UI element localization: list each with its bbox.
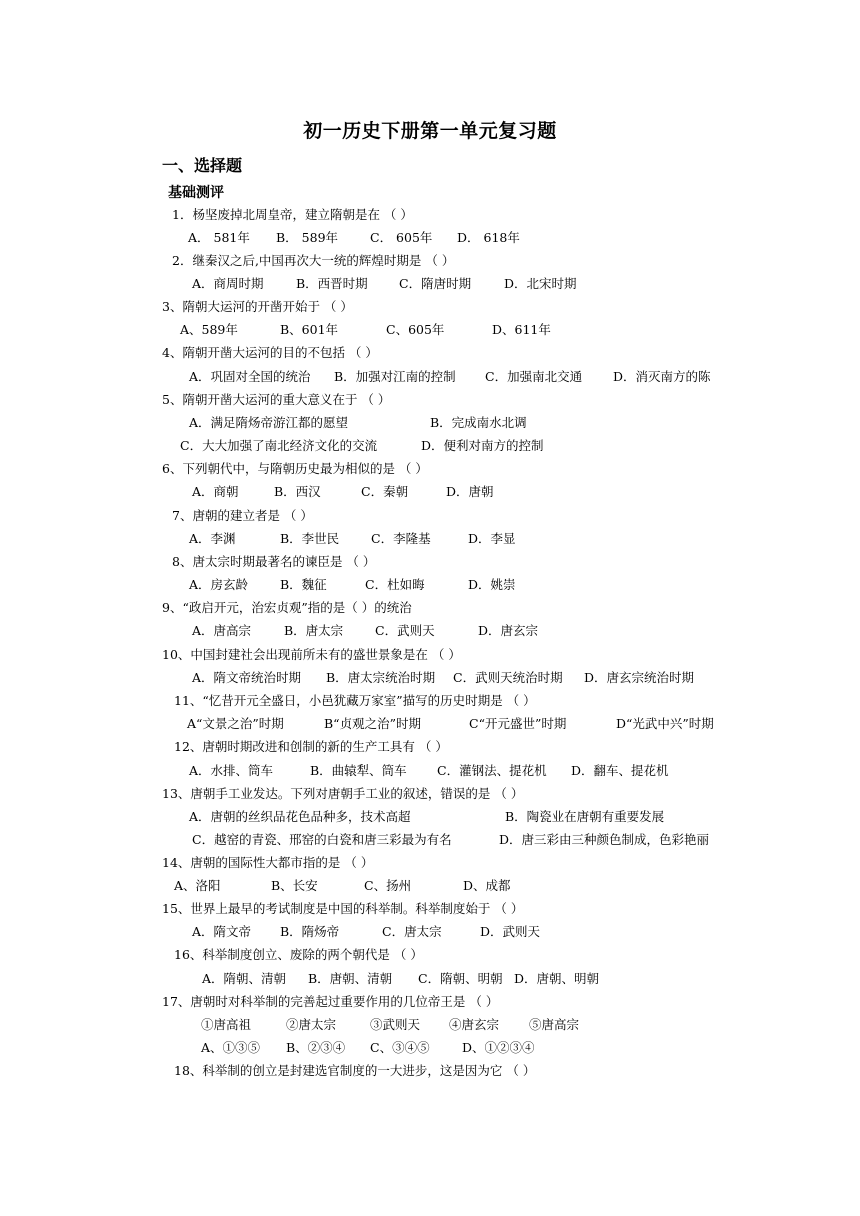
option-d: D、成都	[463, 878, 511, 893]
question-3: 3、隋朝大运河的开凿开始于 （ ）	[162, 299, 353, 314]
question-1: 1．杨坚废掉北周皇帝，建立隋朝是在 （ ）	[172, 207, 413, 222]
option-b: B．隋炀帝	[280, 924, 340, 939]
option-b: B．陶瓷业在唐朝有重要发展	[505, 809, 665, 824]
question-14: 14、唐朝的国际性大都市指的是 （ ）	[162, 855, 374, 870]
option-d: D、①②③④	[462, 1040, 535, 1055]
option-b: B．完成南水北调	[430, 415, 527, 430]
option-d: D．消灭南方的陈	[613, 369, 711, 384]
option-c: C．秦朝	[361, 484, 409, 499]
option-d: D、611年	[492, 322, 551, 337]
question-12: 12、唐朝时期改进和创制的新的生产工具有 （ ）	[174, 739, 448, 754]
option-a: A．巩固对全国的统治	[189, 369, 311, 384]
option-d: D“光武中兴”时期	[616, 716, 714, 731]
option-c: C．加强南北交通	[485, 369, 583, 384]
item-2: ②唐太宗	[286, 1017, 337, 1032]
question-16: 16、科举制度创立、废除的两个朝代是 （ ）	[174, 947, 423, 962]
option-a: A．水排、筒车	[189, 763, 274, 778]
item-1: ①唐高祖	[201, 1017, 252, 1032]
option-a: A．满足隋炀帝游江都的愿望	[189, 415, 349, 430]
option-b: B．李世民	[280, 531, 340, 546]
option-d: D．武则天	[480, 924, 541, 939]
option-b: B、长安	[271, 878, 318, 893]
option-a: A．唐朝的丝织品花色品种多，技术高超	[189, 809, 411, 824]
option-a: A、①③⑤	[201, 1040, 261, 1055]
question-6: 6、下列朝代中，与隋朝历史最为相似的是 （ ）	[162, 461, 428, 476]
option-c: C．杜如晦	[365, 577, 425, 592]
subsection-heading: 基础测评	[168, 185, 224, 201]
option-c: C．武则天	[375, 623, 435, 638]
item-4: ④唐玄宗	[449, 1017, 500, 1032]
option-d: D．便利对南方的控制	[421, 438, 544, 453]
option-b: B． 589年	[276, 230, 339, 245]
option-a: A“文景之治”时期	[187, 716, 284, 731]
option-b: B．曲辕犁、筒车	[310, 763, 407, 778]
option-b: B“贞观之治”时期	[324, 716, 421, 731]
option-b: B．加强对江南的控制	[334, 369, 456, 384]
option-a: A．隋文帝	[192, 924, 252, 939]
option-a: A、洛阳	[174, 878, 221, 893]
option-a: A．商朝	[192, 484, 239, 499]
option-c: C．李隆基	[371, 531, 431, 546]
option-a: A．唐高宗	[192, 623, 252, 638]
question-4: 4、隋朝开凿大运河的目的不包括 （ ）	[162, 345, 378, 360]
item-3: ③武则天	[370, 1017, 421, 1032]
option-c: C．武则天统治时期	[453, 670, 563, 685]
option-c: C、扬州	[364, 878, 412, 893]
option-d: D．唐朝、明朝	[514, 971, 600, 986]
option-d: D．李显	[468, 531, 516, 546]
option-b: B．魏征	[280, 577, 327, 592]
option-d: D．唐朝	[446, 484, 494, 499]
option-d: D．姚崇	[468, 577, 516, 592]
option-c: C．大大加强了南北经济文化的交流	[180, 438, 378, 453]
option-d: D．唐三彩由三种颜色制成，色彩艳丽	[499, 832, 710, 847]
option-c: C．越窑的青瓷、邢窑的白瓷和唐三彩最为有名	[192, 832, 452, 847]
option-c: C．隋唐时期	[399, 276, 472, 291]
question-11: 11、“忆昔开元全盛日，小邑犹藏万家室”描写的历史时期是 （ ）	[174, 693, 536, 708]
question-15: 15、世界上最早的考试制度是中国的科举制。科举制度始于 （ ）	[162, 901, 524, 916]
option-a: A．隋文帝统治时期	[192, 670, 302, 685]
option-a: A．李渊	[189, 531, 236, 546]
option-a: A、589年	[180, 322, 238, 337]
question-5: 5、隋朝开凿大运河的重大意义在于 （ ）	[162, 392, 391, 407]
option-c: C、③④⑤	[370, 1040, 430, 1055]
option-c: C．灌钢法、提花机	[437, 763, 547, 778]
page-title: 初一历史下册第一单元复习题	[303, 120, 557, 142]
option-b: B．西汉	[274, 484, 321, 499]
option-a: A．房玄龄	[189, 577, 249, 592]
option-c: C、605年	[386, 322, 445, 337]
option-c: C．隋朝、明朝	[418, 971, 503, 986]
option-a: A． 581年	[188, 230, 250, 245]
option-b: B、②③④	[286, 1040, 346, 1055]
item-5: ⑤唐高宗	[529, 1017, 580, 1032]
option-c: C． 605年	[370, 230, 433, 245]
option-b: B．唐太宗统治时期	[326, 670, 436, 685]
option-d: D．唐玄宗	[478, 623, 539, 638]
option-d: D．北宋时期	[504, 276, 577, 291]
question-8: 8、唐太宗时期最著名的谏臣是 （ ）	[172, 554, 376, 569]
question-2: 2．继秦汉之后,中国再次大一统的辉煌时期是 （ ）	[172, 253, 455, 268]
section-heading: 一、选择题	[162, 156, 243, 175]
option-d: D．翻车、提花机	[571, 763, 669, 778]
option-d: D．唐玄宗统治时期	[584, 670, 695, 685]
option-b: B．唐朝、清朝	[308, 971, 393, 986]
question-13: 13、唐朝手工业发达。下列对唐朝手工业的叙述，错误的是 （ ）	[162, 786, 524, 801]
option-b: B、601年	[280, 322, 339, 337]
option-b: B．唐太宗	[284, 623, 344, 638]
question-7: 7、唐朝的建立者是 （ ）	[172, 508, 313, 523]
option-a: A．商周时期	[192, 276, 264, 291]
question-10: 10、中国封建社会出现前所未有的盛世景象是在 （ ）	[162, 647, 461, 662]
option-b: B．西晋时期	[296, 276, 368, 291]
option-c: C．唐太宗	[382, 924, 442, 939]
option-a: A．隋朝、清朝	[202, 971, 287, 986]
question-17: 17、唐朝时对科举制的完善起过重要作用的几位帝王是 （ ）	[162, 994, 499, 1009]
option-d: D． 618年	[457, 230, 520, 245]
option-c: C“开元盛世”时期	[469, 716, 567, 731]
question-18: 18、科举制的创立是封建选官制度的一大进步，这是因为它 （ ）	[174, 1063, 536, 1078]
question-9: 9、“政启开元，治宏贞观”指的是（ ）的统治	[162, 600, 412, 615]
